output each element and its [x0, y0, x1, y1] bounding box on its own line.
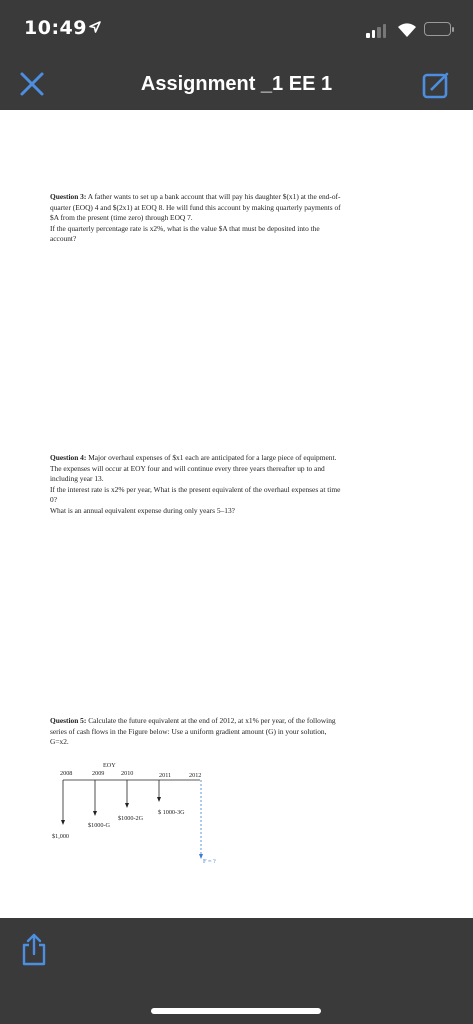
question-line: If the quarterly percentage rate is x2%, what is the value $A that must be deposited into the [50, 223, 320, 233]
question-line: What is an annual equivalent expense during only years 5–13? [50, 505, 235, 515]
question-line: G=x2. [50, 737, 69, 747]
question-line: A father wants to set up a bank account that will pay his daughter $(x1) at the end-of- [87, 192, 341, 201]
question-line: If the interest rate is x2% per year, What is the present equivalent of the overhaul expenses at time [50, 484, 341, 494]
question-line: 0? [50, 495, 57, 505]
cash-flow-arrowhead [61, 820, 65, 825]
question-line: Calculate the future equivalent at the end of 2012, at x1% per year, of the following [88, 716, 336, 725]
question-3 [50, 192, 420, 245]
question-line: account? [50, 234, 77, 244]
share-icon[interactable] [18, 932, 50, 968]
status-bar [0, 0, 473, 58]
question-heading: Question 3: [50, 192, 87, 201]
bottom-toolbar [0, 918, 473, 1024]
future-value-label: F = ? [203, 858, 216, 865]
cash-flow-arrowhead [125, 803, 129, 808]
cash-flow-arrowhead [93, 811, 97, 816]
cash-flow-label: $ 1000-3G [158, 809, 185, 816]
question-line: quarter (EOQ) 4 and $(2x1) at EOQ 8. He will fund this account by making quarterly payments of [50, 202, 341, 212]
question-heading: Question 4: [50, 453, 87, 462]
cash-flow-label: $1000-2G [118, 815, 144, 822]
battery-icon [424, 22, 451, 36]
wifi-icon [396, 20, 418, 38]
status-time: 10:49 [24, 17, 87, 39]
year-label: 2011 [159, 772, 172, 779]
year-label: 2012 [189, 772, 202, 779]
cash-flow-arrowhead [157, 797, 161, 802]
navigation-bar [0, 58, 473, 110]
year-label: 2009 [92, 770, 105, 777]
home-indicator[interactable] [151, 1008, 321, 1014]
cash-flow-label: $1000-G [88, 822, 110, 829]
cash-flow-label: $1,000 [52, 833, 70, 840]
question-line: series of cash flows in the Figure below: Use a uniform gradient amount (G) in your solution, [50, 726, 327, 736]
question-4 [50, 453, 420, 517]
eoy-label: EOY [103, 762, 116, 769]
question-line: including year 13. [50, 474, 104, 484]
location-arrow-icon [88, 20, 102, 34]
edit-icon[interactable] [418, 66, 454, 102]
question-line: Major overhaul expenses of $x1 each are anticipated for a large piece of equipment. [88, 453, 337, 462]
document-page[interactable] [0, 110, 473, 918]
question-5 [50, 716, 420, 748]
year-label: 2008 [60, 770, 73, 777]
question-line: $A from the present (time zero) through EOQ 7. [50, 213, 193, 223]
year-label: 2010 [121, 770, 134, 777]
page-title: Assignment _1 EE 1 [140, 73, 333, 95]
question-line: The expenses will occur at EOY four and will continue every three years thereafter up to and [50, 463, 325, 473]
question-heading: Question 5: [50, 716, 87, 725]
cash-flow-diagram [48, 760, 238, 890]
signal-strength-icon [366, 24, 388, 38]
